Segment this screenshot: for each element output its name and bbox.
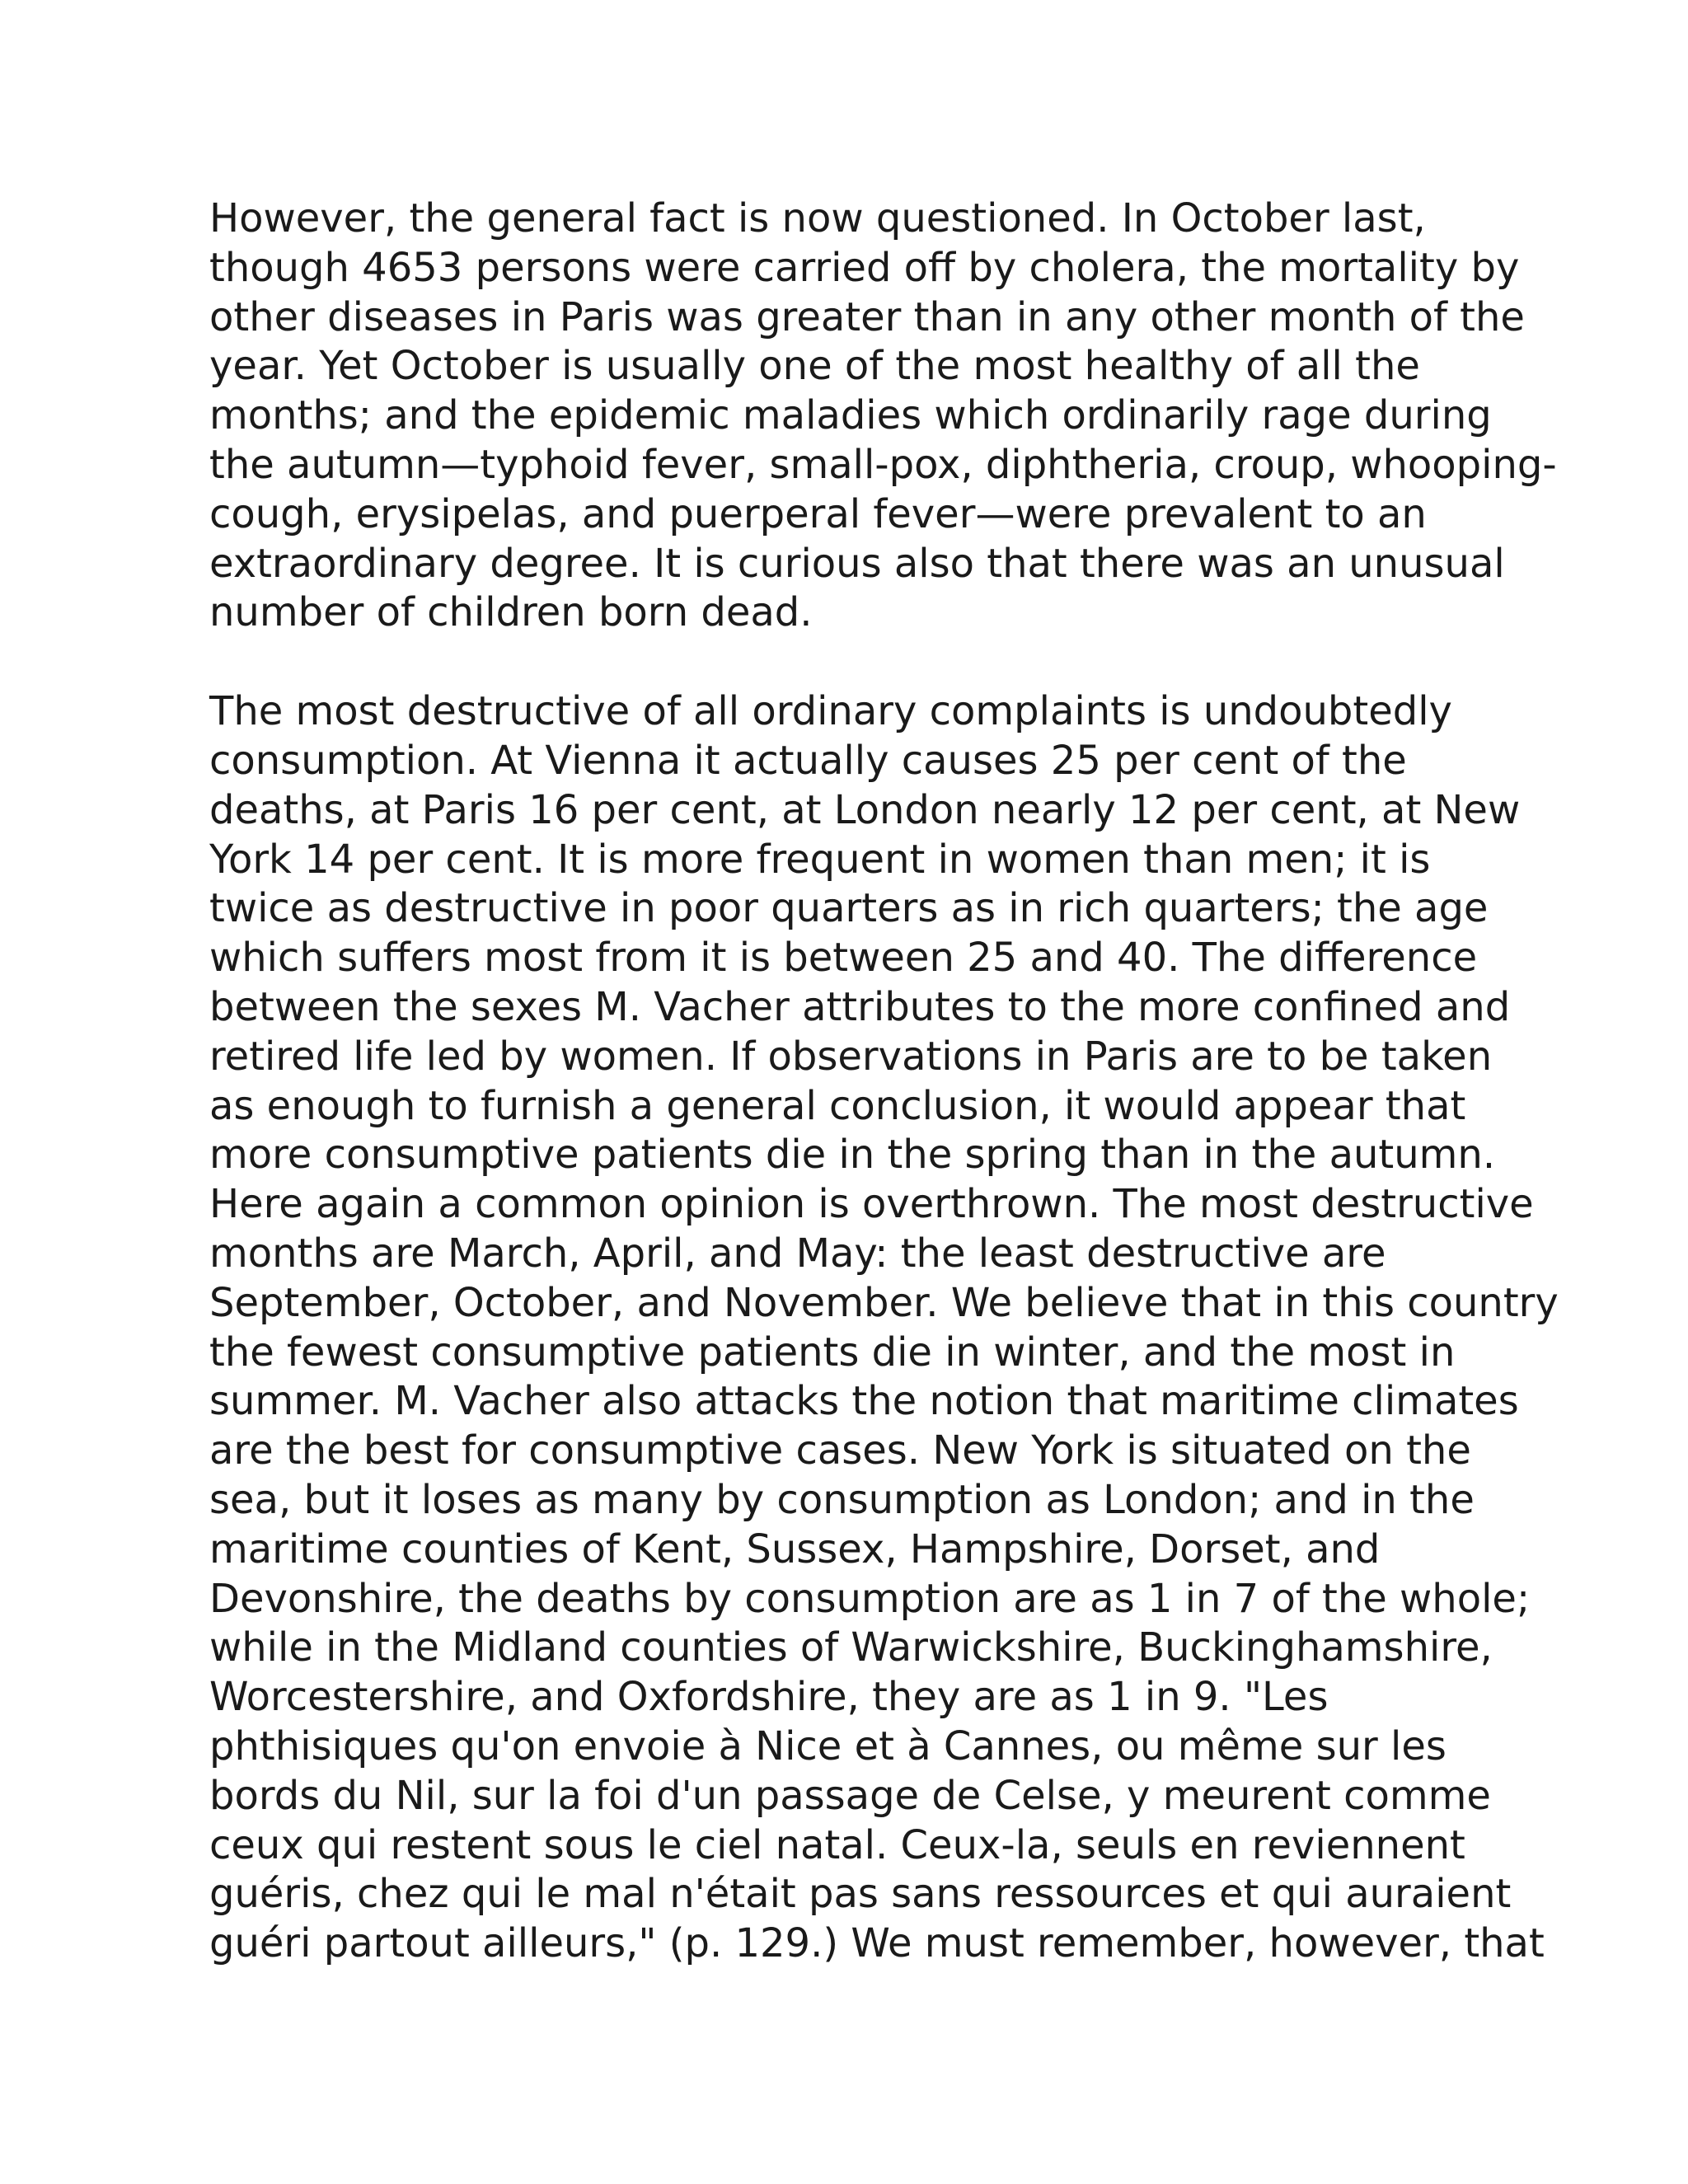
text-line: twice as destructive in poor quarters as in rich quarters; the age [209, 885, 1489, 932]
text-line: the fewest consumptive patients die in winter, and the most in [209, 1329, 1456, 1376]
text-line: the autumn—typhoid fever, small-pox, diphtheria, croup, whooping- [209, 441, 1557, 488]
text-line: other diseases in Paris was greater than in any other month of the [209, 293, 1525, 340]
text-line: number of children born dead. [209, 589, 813, 636]
text-line: bords du Nil, sur la foi d'un passage de Celse, y meurent comme [209, 1772, 1491, 1819]
text-line: between the sexes M. Vacher attributes to the more confined and [209, 983, 1511, 1030]
paragraph-1 [209, 194, 1557, 638]
text-line: more consumptive patients die in the spring than in the autumn. [209, 1132, 1496, 1179]
text-line: as enough to furnish a general conclusion, it would appear that [209, 1082, 1466, 1129]
text-line: York 14 per cent. It is more frequent in women than men; it is [209, 836, 1431, 883]
text-line: cough, erysipelas, and puerperal fever—were prevalent to an [209, 490, 1427, 537]
text-line: while in the Midland counties of Warwickshire, Buckinghamshire, [209, 1624, 1493, 1671]
text-line: phthisiques qu'on envoie à Nice et à Cannes, ou même sur les [209, 1722, 1447, 1769]
document-page [209, 194, 1559, 1969]
text-line: consumption. At Vienna it actually causes 25 per cent of the [209, 737, 1407, 784]
text-line: months are March, April, and May: the least destructive are [209, 1230, 1386, 1277]
text-line: ceux qui restent sous le ciel natal. Ceux-la, seuls en reviennent [209, 1821, 1465, 1868]
text-line: Devonshire, the deaths by consumption are as 1 in 7 of the whole; [209, 1575, 1531, 1622]
text-line: deaths, at Paris 16 per cent, at London nearly 12 per cent, at New [209, 786, 1521, 833]
text-line: maritime counties of Kent, Sussex, Hampshire, Dorset, and [209, 1526, 1381, 1572]
text-line: though 4653 persons were carried off by cholera, the mortality by [209, 244, 1520, 291]
text-line: year. Yet October is usually one of the most healthy of all the [209, 343, 1420, 390]
text-line: Here again a common opinion is overthrown. The most destructive [209, 1181, 1534, 1228]
text-line: retired life led by women. If observations in Paris are to be taken [209, 1033, 1493, 1080]
text-line: months; and the epidemic maladies which ordinarily rage during [209, 392, 1492, 439]
text-line: However, the general fact is now questioned. In October last, [209, 195, 1426, 241]
text-line: are the best for consumptive cases. New York is situated on the [209, 1427, 1471, 1474]
text-line: which suffers most from it is between 25 and 40. The difference [209, 935, 1478, 982]
paragraph-2 [209, 687, 1559, 1969]
text-line: summer. M. Vacher also attacks the notion that maritime climates [209, 1378, 1519, 1425]
text-line: Worcestershire, and Oxfordshire, they are as 1 in 9. "Les [209, 1674, 1329, 1721]
text-line: guéri partout ailleurs," (p. 129.) We must remember, however, that [209, 1920, 1545, 1967]
text-line: guéris, chez qui le mal n'était pas sans ressources et qui auraient [209, 1871, 1512, 1918]
text-line: extraordinary degree. It is curious also that there was an unusual [209, 540, 1505, 587]
text-line: September, October, and November. We believe that in this country [209, 1279, 1559, 1326]
text-line: sea, but it loses as many by consumption as London; and in the [209, 1476, 1475, 1523]
text-line: The most destructive of all ordinary complaints is undoubtedly [209, 688, 1452, 735]
